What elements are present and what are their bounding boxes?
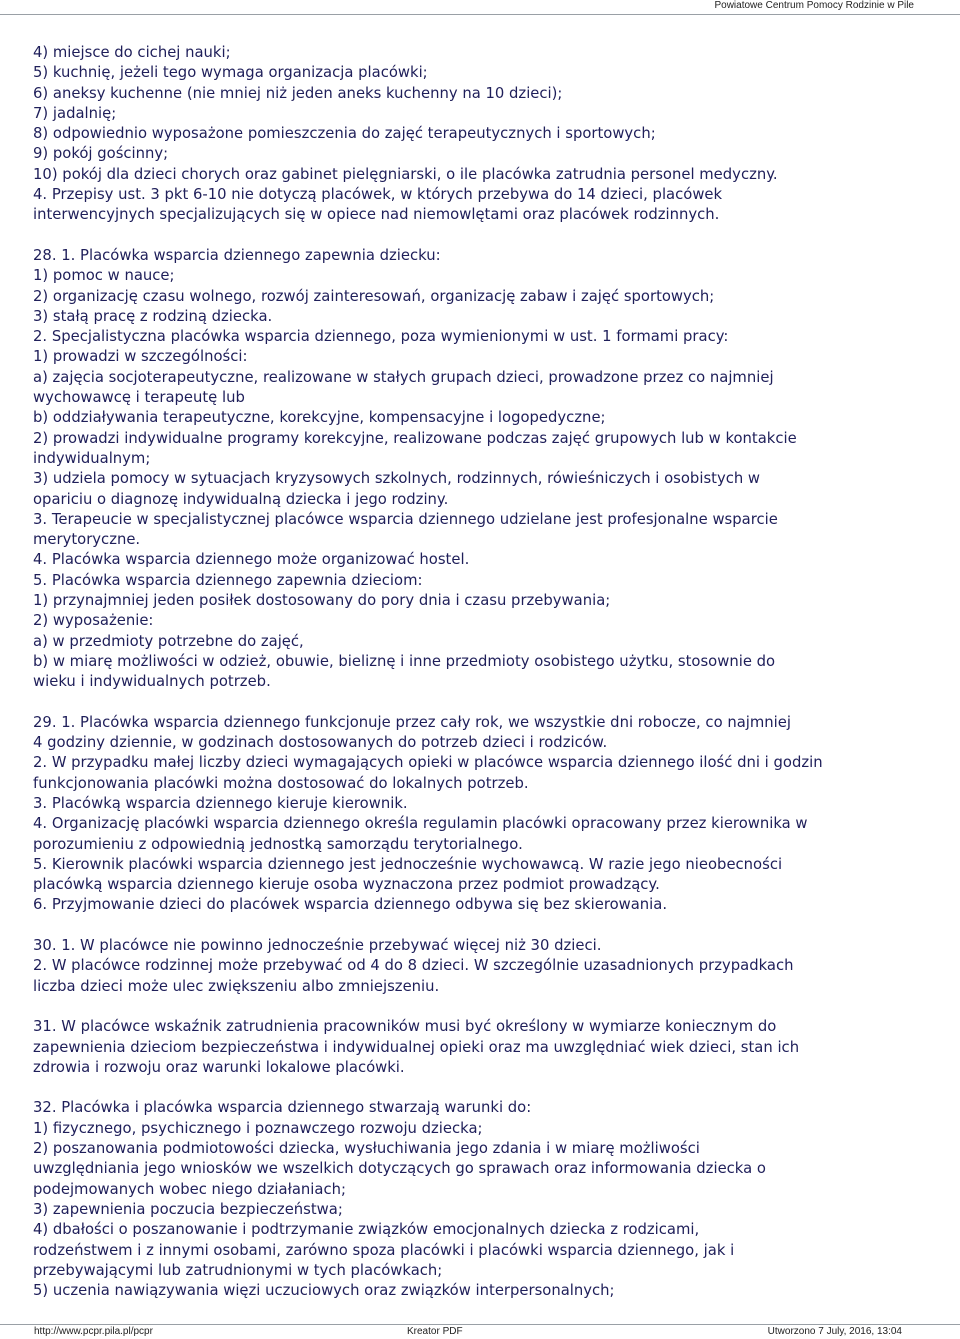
paragraph-gap (33, 693, 923, 713)
footer-created-date: Utworzono 7 July, 2016, 13:04 (767, 1326, 902, 1337)
text-line: 6. Przyjmowanie dzieci do placówek wsparcia dziennego odbywa się bez skierowania. (33, 896, 668, 914)
text-line: 3) stałą pracę z rodziną dziecka. (33, 307, 273, 325)
text-line: 4. Przepisy ust. 3 pkt 6-10 nie dotyczą placówek, w których przebywa do 14 dzieci, placówek (33, 186, 723, 204)
text-line: 28. 1. Placówka wsparcia dziennego zapewnia dziecku: (33, 246, 441, 264)
text-line: 1) fizycznego, psychicznego i poznawczego rozwoju dziecka; (33, 1119, 483, 1137)
text-line: podejmowanych wobec niego działaniach; (33, 1180, 346, 1198)
text-line: 2) poszanowania podmiotowości dziecka, wysłuchiwania jego zdania i w miarę możliwości (33, 1140, 700, 1158)
document-body (33, 43, 923, 1301)
text-line: 4. Placówka wsparcia dziennego może organizować hostel. (33, 551, 470, 569)
text-line: 6) aneksy kuchenne (nie mniej niż jeden aneks kuchenny na 10 dzieci); (33, 84, 563, 102)
text-line: a) zajęcia socjoterapeutyczne, realizowane w stałych grupach dzieci, prowadzone przez co najmniej (33, 368, 774, 386)
text-line: 8) odpowiednio wyposażone pomieszczenia do zajęć terapeutycznych i sportowych; (33, 125, 656, 143)
text-line: 29. 1. Placówka wsparcia dziennego funkcjonuje przez cały rok, we wszystkie dni robocze, co najmniej (33, 713, 792, 731)
text-line: merytoryczne. (33, 531, 141, 549)
footer-url[interactable]: http://www.pcpr.pila.pl/pcpr (34, 1326, 153, 1337)
text-line: 2. W placówce rodzinnej może przebywać od 4 do 8 dzieci. W szczególnie uzasadnionych przypadkach (33, 957, 794, 975)
text-line: 2. W przypadku małej liczby dzieci wymagających opieki w placówce wsparcia dziennego ilość dni i godzin (33, 754, 823, 772)
paragraph-gap (33, 916, 923, 936)
text-line: 3) udziela pomocy w sytuacjach kryzysowych szkolnych, rodzinnych, rówieśniczych i osobistych w (33, 470, 761, 488)
text-line: uwzględniania jego wniosków we wszelkich dotyczących go sprawach oraz informowania dziecka o (33, 1160, 766, 1178)
text-line: 4) miejsce do cichej nauki; (33, 44, 231, 61)
text-line: 2. Specjalistyczna placówka wsparcia dziennego, poza wymienionymi w ust. 1 formami pracy: (33, 328, 729, 346)
text-line: 9) pokój gościnny; (33, 145, 169, 163)
text-line: porozumieniu z odpowiednią jednostką samorządu terytorialnego. (33, 835, 523, 853)
text-line: rodzeństwem i z innymi osobami, zarówno spoza placówki i placówki wsparcia dziennego, jak i (33, 1241, 735, 1259)
text-line: 3) zapewnienia poczucia bezpieczeństwa; (33, 1200, 343, 1218)
header-title: Powiatowe Centrum Pomocy Rodzinie w Pile (714, 0, 914, 11)
text-line: interwencyjnych specjalizujących się w opiece nad niemowlętami oraz placówek rodzinnych. (33, 206, 720, 224)
text-line: b) w miarę możliwości w odzież, obuwie, bieliznę i inne przedmioty osobistego użytku, stosownie do (33, 652, 776, 670)
page-header (0, 0, 960, 15)
text-line: indywidualnym; (33, 449, 151, 467)
text-line: 1) prowadzi w szczególności: (33, 348, 248, 366)
text-line: 2) prowadzi indywidualne programy korekcyjne, realizowane podczas zajęć grupowych lub w kontakcie (33, 429, 797, 447)
text-line: zapewnienia dzieciom bezpieczeństwa i indywidualnej opieki oraz ma uwzględniać wiek dzieci, stan ich (33, 1038, 800, 1056)
text-line: a) w przedmioty potrzebne do zajęć, (33, 632, 304, 650)
text-line: liczba dzieci może ulec zwiększeniu albo zmniejszeniu. (33, 977, 440, 995)
paragraph-gap (33, 1078, 923, 1098)
footer-creator: Kreator PDF (407, 1326, 463, 1337)
text-line: 5. Placówka wsparcia dziennego zapewnia dzieciom: (33, 571, 423, 589)
text-line: 4 godziny dziennie, w godzinach dostosowanych do potrzeb dzieci i rodziców. (33, 734, 608, 752)
text-line: 5) uczenia nawiązywania więzi uczuciowych oraz związków interpersonalnych; (33, 1282, 615, 1300)
paragraph-gap (33, 226, 923, 246)
text-line: opariciu o diagnozę indywidualną dziecka i jego rodziny. (33, 490, 449, 508)
text-line: 31. W placówce wskaźnik zatrudnienia pracowników musi być określony w wymiarze koniecznym do (33, 1018, 777, 1036)
text-line: 7) jadalnię; (33, 104, 117, 122)
text-line: przebywającymi lub zatrudnionymi w tych placówkach; (33, 1261, 443, 1279)
text-line: 4. Organizację placówki wsparcia dziennego określa regulamin placówki opracowany przez kierownika w (33, 815, 808, 833)
text-line: funkcjonowania placówki można dostosować do lokalnych potrzeb. (33, 774, 529, 792)
page-footer (0, 1324, 960, 1339)
text-line: 3. Placówką wsparcia dziennego kieruje kierownik. (33, 794, 408, 812)
text-line: wieku i indywidualnych potrzeb. (33, 673, 271, 691)
text-line: 32. Placówka i placówka wsparcia dziennego stwarzają warunki do: (33, 1099, 532, 1117)
text-line: 2) wyposażenie: (33, 612, 154, 630)
text-line: 1) przynajmniej jeden posiłek dostosowany do pory dnia i czasu przebywania; (33, 592, 611, 610)
text-line: 4) dbałości o poszanowanie i podtrzymanie związków emocjonalnych dziecka z rodzicami, (33, 1221, 700, 1239)
text-line: 30. 1. W placówce nie powinno jednocześnie przebywać więcej niż 30 dzieci. (33, 937, 602, 955)
text-line: zdrowia i rozwoju oraz warunki lokalowe placówki. (33, 1058, 405, 1076)
text-line: b) oddziaływania terapeutyczne, korekcyjne, kompensacyjne i logopedyczne; (33, 409, 606, 427)
text-line: 5) kuchnię, jeżeli tego wymaga organizacja placówki; (33, 64, 428, 82)
text-line: 3. Terapeucie w specjalistycznej placówce wsparcia dziennego udzielane jest profesjonalne wsparcie (33, 510, 778, 528)
text-line: 1) pomoc w nauce; (33, 267, 175, 285)
text-line: 10) pokój dla dzieci chorych oraz gabinet pielęgniarski, o ile placówka zatrudnia personel medyczny. (33, 165, 778, 183)
text-line: 2) organizację czasu wolnego, rozwój zainteresowań, organizację zabaw i zajęć sportowych; (33, 287, 715, 305)
text-line: 5. Kierownik placówki wsparcia dziennego jest jednocześnie wychowawcą. W razie jego nieobecności (33, 855, 783, 873)
paragraph-gap (33, 997, 923, 1017)
text-line: wychowawcę i terapeutę lub (33, 389, 245, 407)
text-line: placówką wsparcia dziennego kieruje osoba wyznaczona przez podmiot prowadzący. (33, 876, 660, 894)
